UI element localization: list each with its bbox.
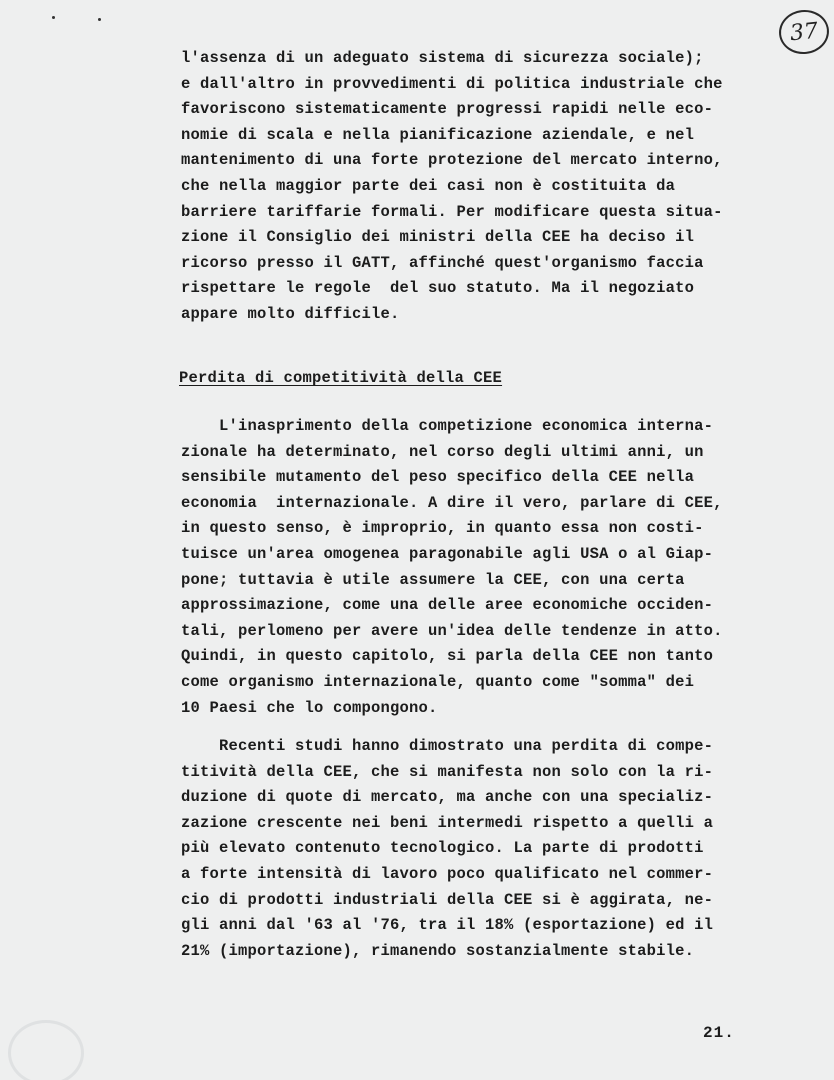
- text-line: come organismo internazionale, quanto come "somma" dei: [181, 672, 695, 691]
- text-line: gli anni dal '63 al '76, tra il 18% (esportazione) ed il: [181, 916, 714, 935]
- text-line: tuisce un'area omogenea paragonabile agli USA o al Giap-: [181, 544, 714, 563]
- text-line: in questo senso, è improprio, in quanto essa non costi-: [181, 519, 704, 538]
- text-line: zionale ha determinato, nel corso degli ultimi anni, un: [181, 442, 704, 461]
- text-line: zione il Consiglio dei ministri della CEE ha deciso il: [181, 228, 695, 247]
- text-line: rispettare le regole del suo statuto. Ma il negoziato: [181, 279, 695, 298]
- paragraph-3: [181, 734, 761, 964]
- text-line: barriere tariffarie formali. Per modificare questa situa-: [181, 202, 723, 221]
- text-line: zazione crescente nei beni intermedi rispetto a quelli a: [181, 813, 714, 832]
- handwritten-page-number: 37: [777, 8, 831, 57]
- text-line: l'assenza di un adeguato sistema di sicurezza sociale);: [181, 49, 704, 67]
- paragraph-1: [181, 46, 761, 328]
- speck-mark: [98, 18, 101, 21]
- text-line: Recenti studi hanno dimostrato una perdita di compe-: [181, 737, 714, 755]
- text-line: pone; tuttavia è utile assumere la CEE, con una certa: [181, 570, 685, 589]
- speck-mark: [52, 16, 55, 19]
- text-line: tali, perlomeno per avere un'idea delle tendenze in atto.: [181, 621, 723, 640]
- text-line: mantenimento di una forte protezione del mercato interno,: [181, 151, 723, 170]
- text-line: appare molto difficile.: [181, 304, 400, 323]
- text-line: Quindi, in questo capitolo, si parla della CEE non tanto: [181, 647, 714, 666]
- text-line: 21% (importazione), rimanendo sostanzialmente stabile.: [181, 941, 695, 960]
- text-line: economia internazionale. A dire il vero, parlare di CEE,: [181, 493, 723, 512]
- text-line: ricorso presso il GATT, affinché quest'organismo faccia: [181, 253, 704, 272]
- text-line: titività della CEE, che si manifesta non solo con la ri-: [181, 762, 714, 781]
- text-line: nomie di scala e nella pianificazione aziendale, e nel: [181, 125, 695, 144]
- text-line: cio di prodotti industriali della CEE si è aggirata, ne-: [181, 890, 714, 909]
- text-line: e dall'altro in provvedimenti di politica industriale che: [181, 74, 723, 93]
- section-heading: Perdita di competitività della CEE: [179, 369, 503, 387]
- paragraph-2: [181, 414, 761, 721]
- faint-stamp-mark: [8, 1020, 84, 1080]
- text-line: favoriscono sistematicamente progressi rapidi nelle eco-: [181, 100, 714, 119]
- text-line: duzione di quote di mercato, ma anche con una specializ-: [181, 788, 714, 807]
- text-line: approssimazione, come una delle aree economiche occiden-: [181, 596, 714, 615]
- text-line: 10 Paesi che lo compongono.: [181, 698, 438, 717]
- text-line: più elevato contenuto tecnologico. La parte di prodotti: [181, 839, 704, 858]
- text-line: a forte intensità di lavoro poco qualificato nel commer-: [181, 864, 714, 883]
- text-line: che nella maggior parte dei casi non è costituita da: [181, 176, 676, 195]
- text-line: L'inasprimento della competizione economica interna-: [181, 417, 714, 435]
- text-line: sensibile mutamento del peso specifico della CEE nella: [181, 468, 695, 487]
- page-number: 21.: [703, 1024, 735, 1042]
